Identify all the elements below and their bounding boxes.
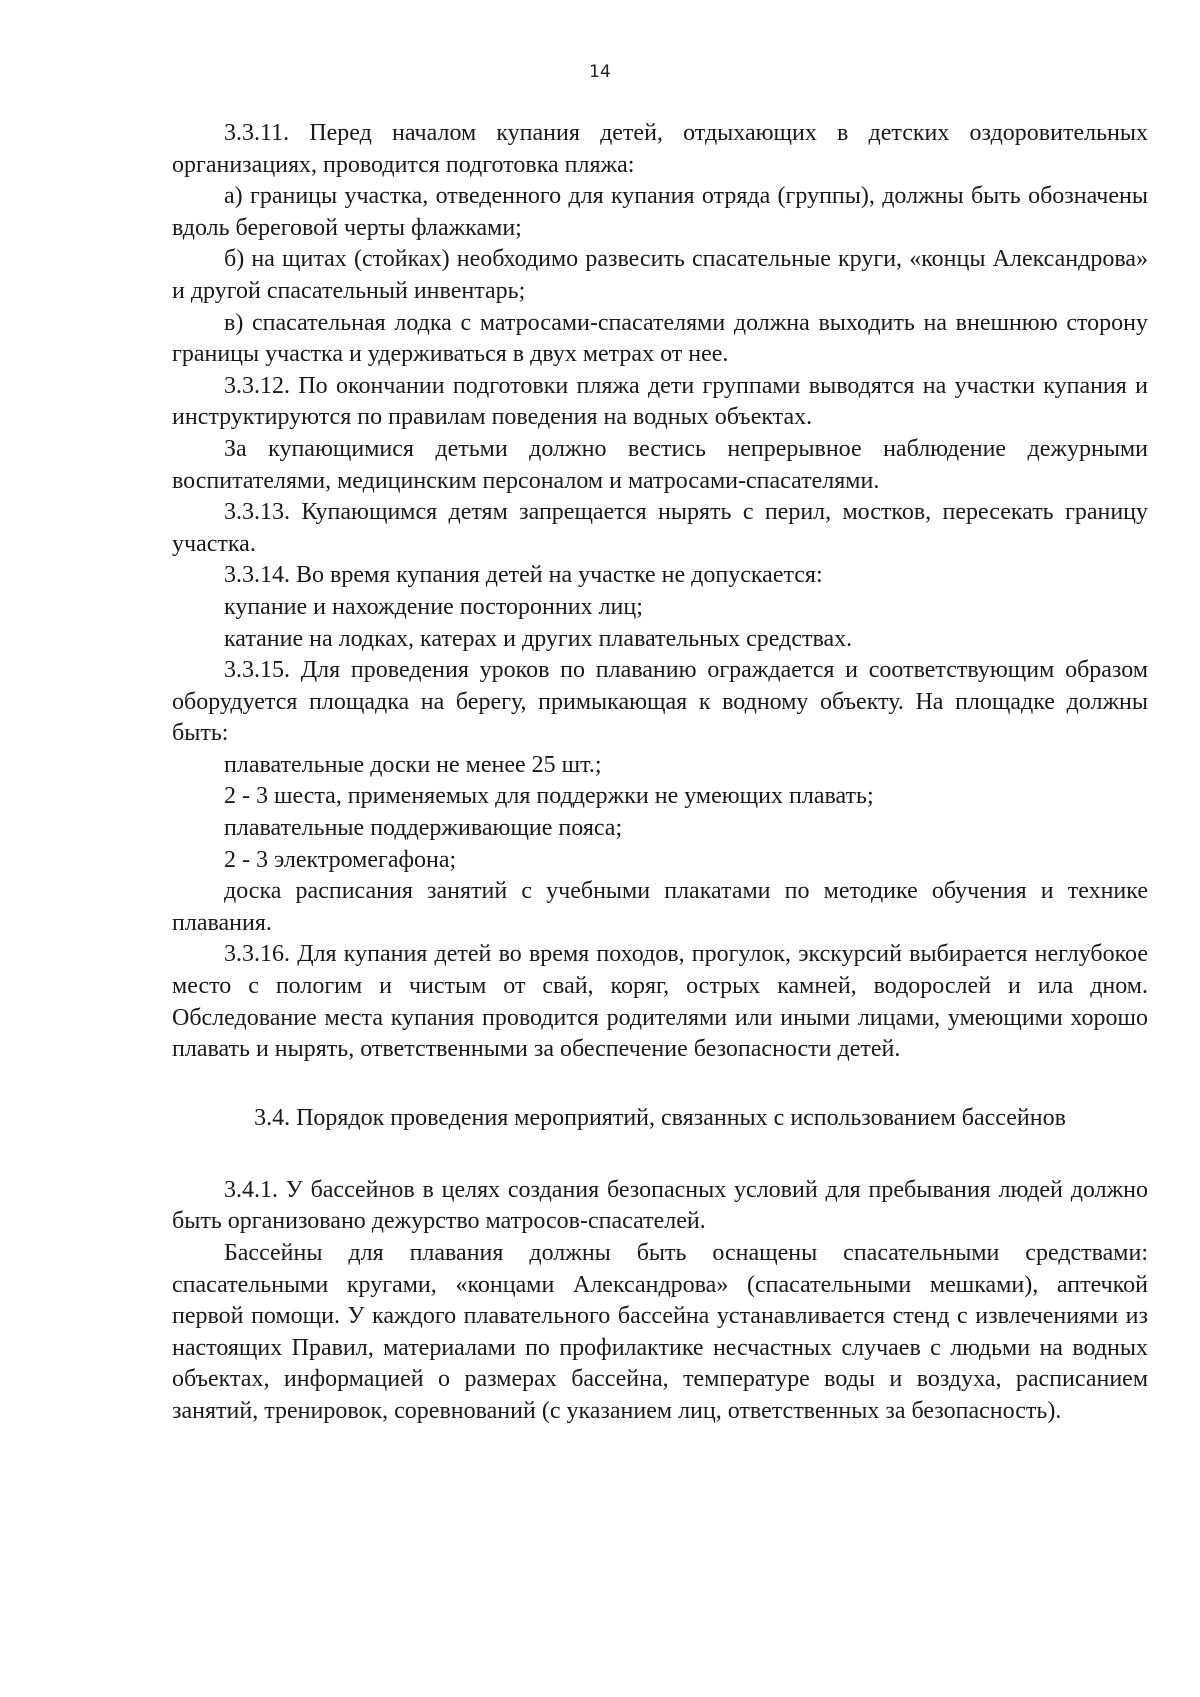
- paragraph-3-3-14: 3.3.14. Во время купания детей на участке не допускается:: [224, 562, 823, 589]
- list-item-belts: плавательные поддерживающие пояса;: [224, 815, 623, 842]
- paragraph-3-3-13: 3.3.13. Купающимся детям запрещается нырять с перил, мостков, пересекать границу участка.: [172, 499, 1148, 557]
- list-item-poles: 2 - 3 шеста, применяемых для поддержки не умеющих плавать;: [224, 783, 874, 810]
- paragraph-3-4-1: 3.4.1. У бассейнов в целях создания безопасных условий для пребывания людей должно быть организовано дежурство матросов-спасателей.: [172, 1176, 1148, 1235]
- document-body: [172, 118, 1148, 1428]
- paragraph-pool-equipment: Бассейны для плавания должны быть оснащены спасательными средствами: спасательными кругами, «концами Александрова» (спасательными мешками), аптечкой первой помощи. У каждого плавательного бассейна устанавливается стенд с извлечениями из настоящих Правил, материалами по профилактике несчастных случаев с людьми на водных объектах, информацией о размерах бассейна, температуре воды и воздуха, расписанием занятий, тренировок, соревнований (с указанием лиц, ответственных за безопасность).: [172, 1240, 1148, 1424]
- paragraph-3-3-12: 3.3.12. По окончании подготовки пляжа дети группами выводятся на участки купания и инструктируются по правилам поведения на водных объектах.: [172, 372, 1148, 431]
- list-item-strangers: купание и нахождение посторонних лиц;: [224, 593, 643, 620]
- paragraph-item-a: а) границы участка, отведенного для купания отряда (группы), должны быть обозначены вдоль береговой черты флажками;: [172, 183, 1148, 241]
- list-item-schedule-board: доска расписания занятий с учебными плакатами по методике обучения и технике плавания.: [172, 878, 1148, 936]
- paragraph-item-b: б) на щитах (стойках) необходимо развесить спасательные круги, «концы Александрова» и другой спасательный инвентарь;: [172, 246, 1148, 304]
- paragraph-item-v: в) спасательная лодка с матросами-спасателями должна выходить на внешнюю сторону границы участка и удерживаться в двух метрах от нее.: [172, 309, 1148, 368]
- list-item-boards: плавательные доски не менее 25 шт.;: [224, 751, 602, 778]
- list-item-boating: катание на лодках, катерах и других плавательных средствах.: [224, 625, 853, 652]
- section-heading: 3.4. Порядок проведения мероприятий, связанных с использованием бассейнов: [254, 1104, 1066, 1131]
- list-item-megaphones: 2 - 3 электромегафона;: [224, 846, 457, 873]
- paragraph-3-3-11: 3.3.11. Перед началом купания детей, отдыхающих в детских оздоровительных организациях, проводится подготовка пляжа:: [172, 120, 1148, 178]
- paragraph-supervision: За купающимися детьми должно вестись непрерывное наблюдение дежурными воспитателями, медицинским персоналом и матросами-спасателями.: [172, 435, 1148, 494]
- paragraph-3-3-15: 3.3.15. Для проведения уроков по плаванию ограждается и соответствующим образом оборудуется площадка на берегу, примыкающая к водному объекту. На площадке должны быть:: [172, 657, 1148, 747]
- page-number: 14: [589, 62, 611, 82]
- paragraph-3-3-16: 3.3.16. Для купания детей во время походов, прогулок, экскурсий выбирается неглубокое место с пологим и чистым от свай, коряг, острых камней, водорослей и ила дном. Обследование места купания проводится родителями или иными лицами, умеющими хорошо плавать и нырять, ответственными за обеспечение безопасности детей.: [172, 941, 1148, 1063]
